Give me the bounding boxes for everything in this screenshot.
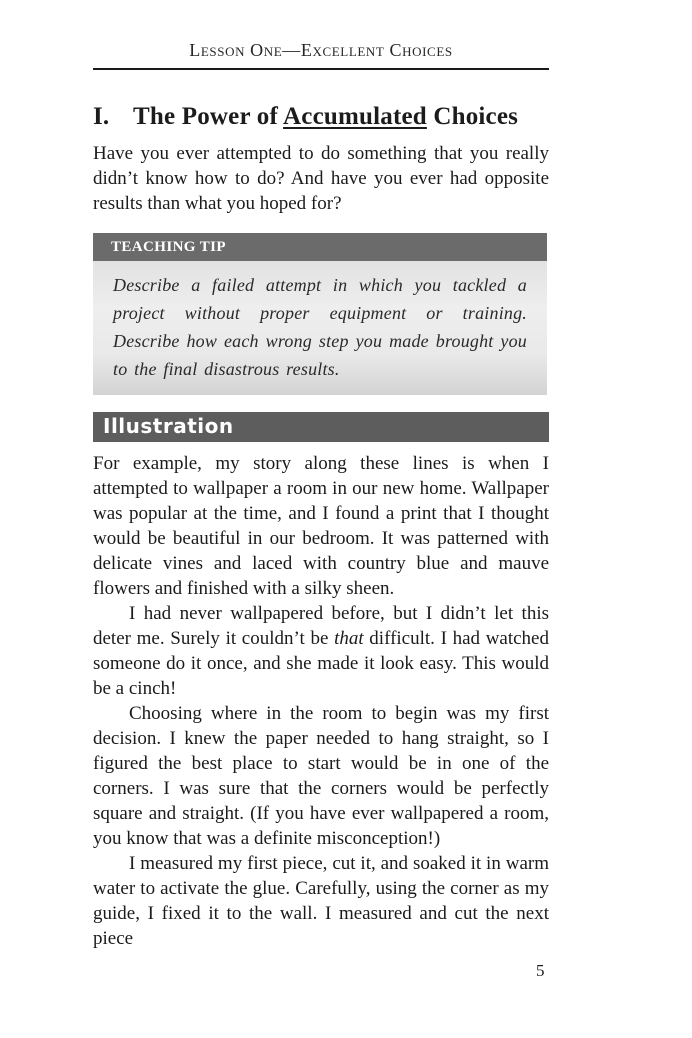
intro-paragraph: Have you ever attempted to do something that you really didn’t know how to do? And have you ever had opposite results than what you hoped for? <box>93 143 549 214</box>
teaching-tip-box <box>93 233 547 395</box>
illustration-paragraph-1: For example, my story along these lines is when I attempted to wallpaper a room in our new home. Wallpaper was popular at the time, and I found a print that I thought would be beautiful in our bedroom. It was patterned with delicate vines and laced with country blue and mauve flowers and finished with a silky sheen. <box>93 453 549 599</box>
teaching-tip-label: TEACHING TIP <box>93 233 547 261</box>
illustration-section-header: Illustration <box>93 412 549 442</box>
page-content-column <box>93 0 549 951</box>
section-title-post: Choices <box>426 103 519 130</box>
paragraph-2-emphasis: that <box>334 628 364 649</box>
illustration-paragraph-4: I measured my first piece, cut it, and soaked it in warm water to activate the glue. Carefully, using the corner as my guide, I fixed it to the wall. I measured and cut the next piece <box>93 853 549 949</box>
section-title-underlined-word: Accumulated <box>283 103 427 130</box>
running-head: Lesson One—Excellent Choices <box>93 40 549 70</box>
illustration-paragraph-2 <box>93 601 549 701</box>
illustration-paragraph-3: Choosing where in the room to begin was my first decision. I knew the paper needed to hang straight, so I figured the best place to start would be in one of the corners. I was sure that the corners would be perfectly square and straight. (If you have ever wallpapered a room, you know that was a definite misconception!) <box>93 703 549 849</box>
teaching-tip-text: Describe a failed attempt in which you tackled a project without proper equipment or training. Describe how each wrong step you made brought you to the final disastrous results. <box>93 261 547 395</box>
section-title-pre: The Power of <box>133 103 284 130</box>
paragraph-2-text-end: difficult. I had watched someone do it once, and she made it look easy. This would be a cinch! <box>93 628 549 699</box>
section-title <box>133 103 518 130</box>
page-number: 5 <box>536 961 545 980</box>
section-number: I. <box>93 103 110 130</box>
paragraph-2-text-start: I had never wallpapered before, but I didn’t let this deter me. Surely it couldn’t be <box>93 603 549 649</box>
section-heading <box>93 101 549 133</box>
